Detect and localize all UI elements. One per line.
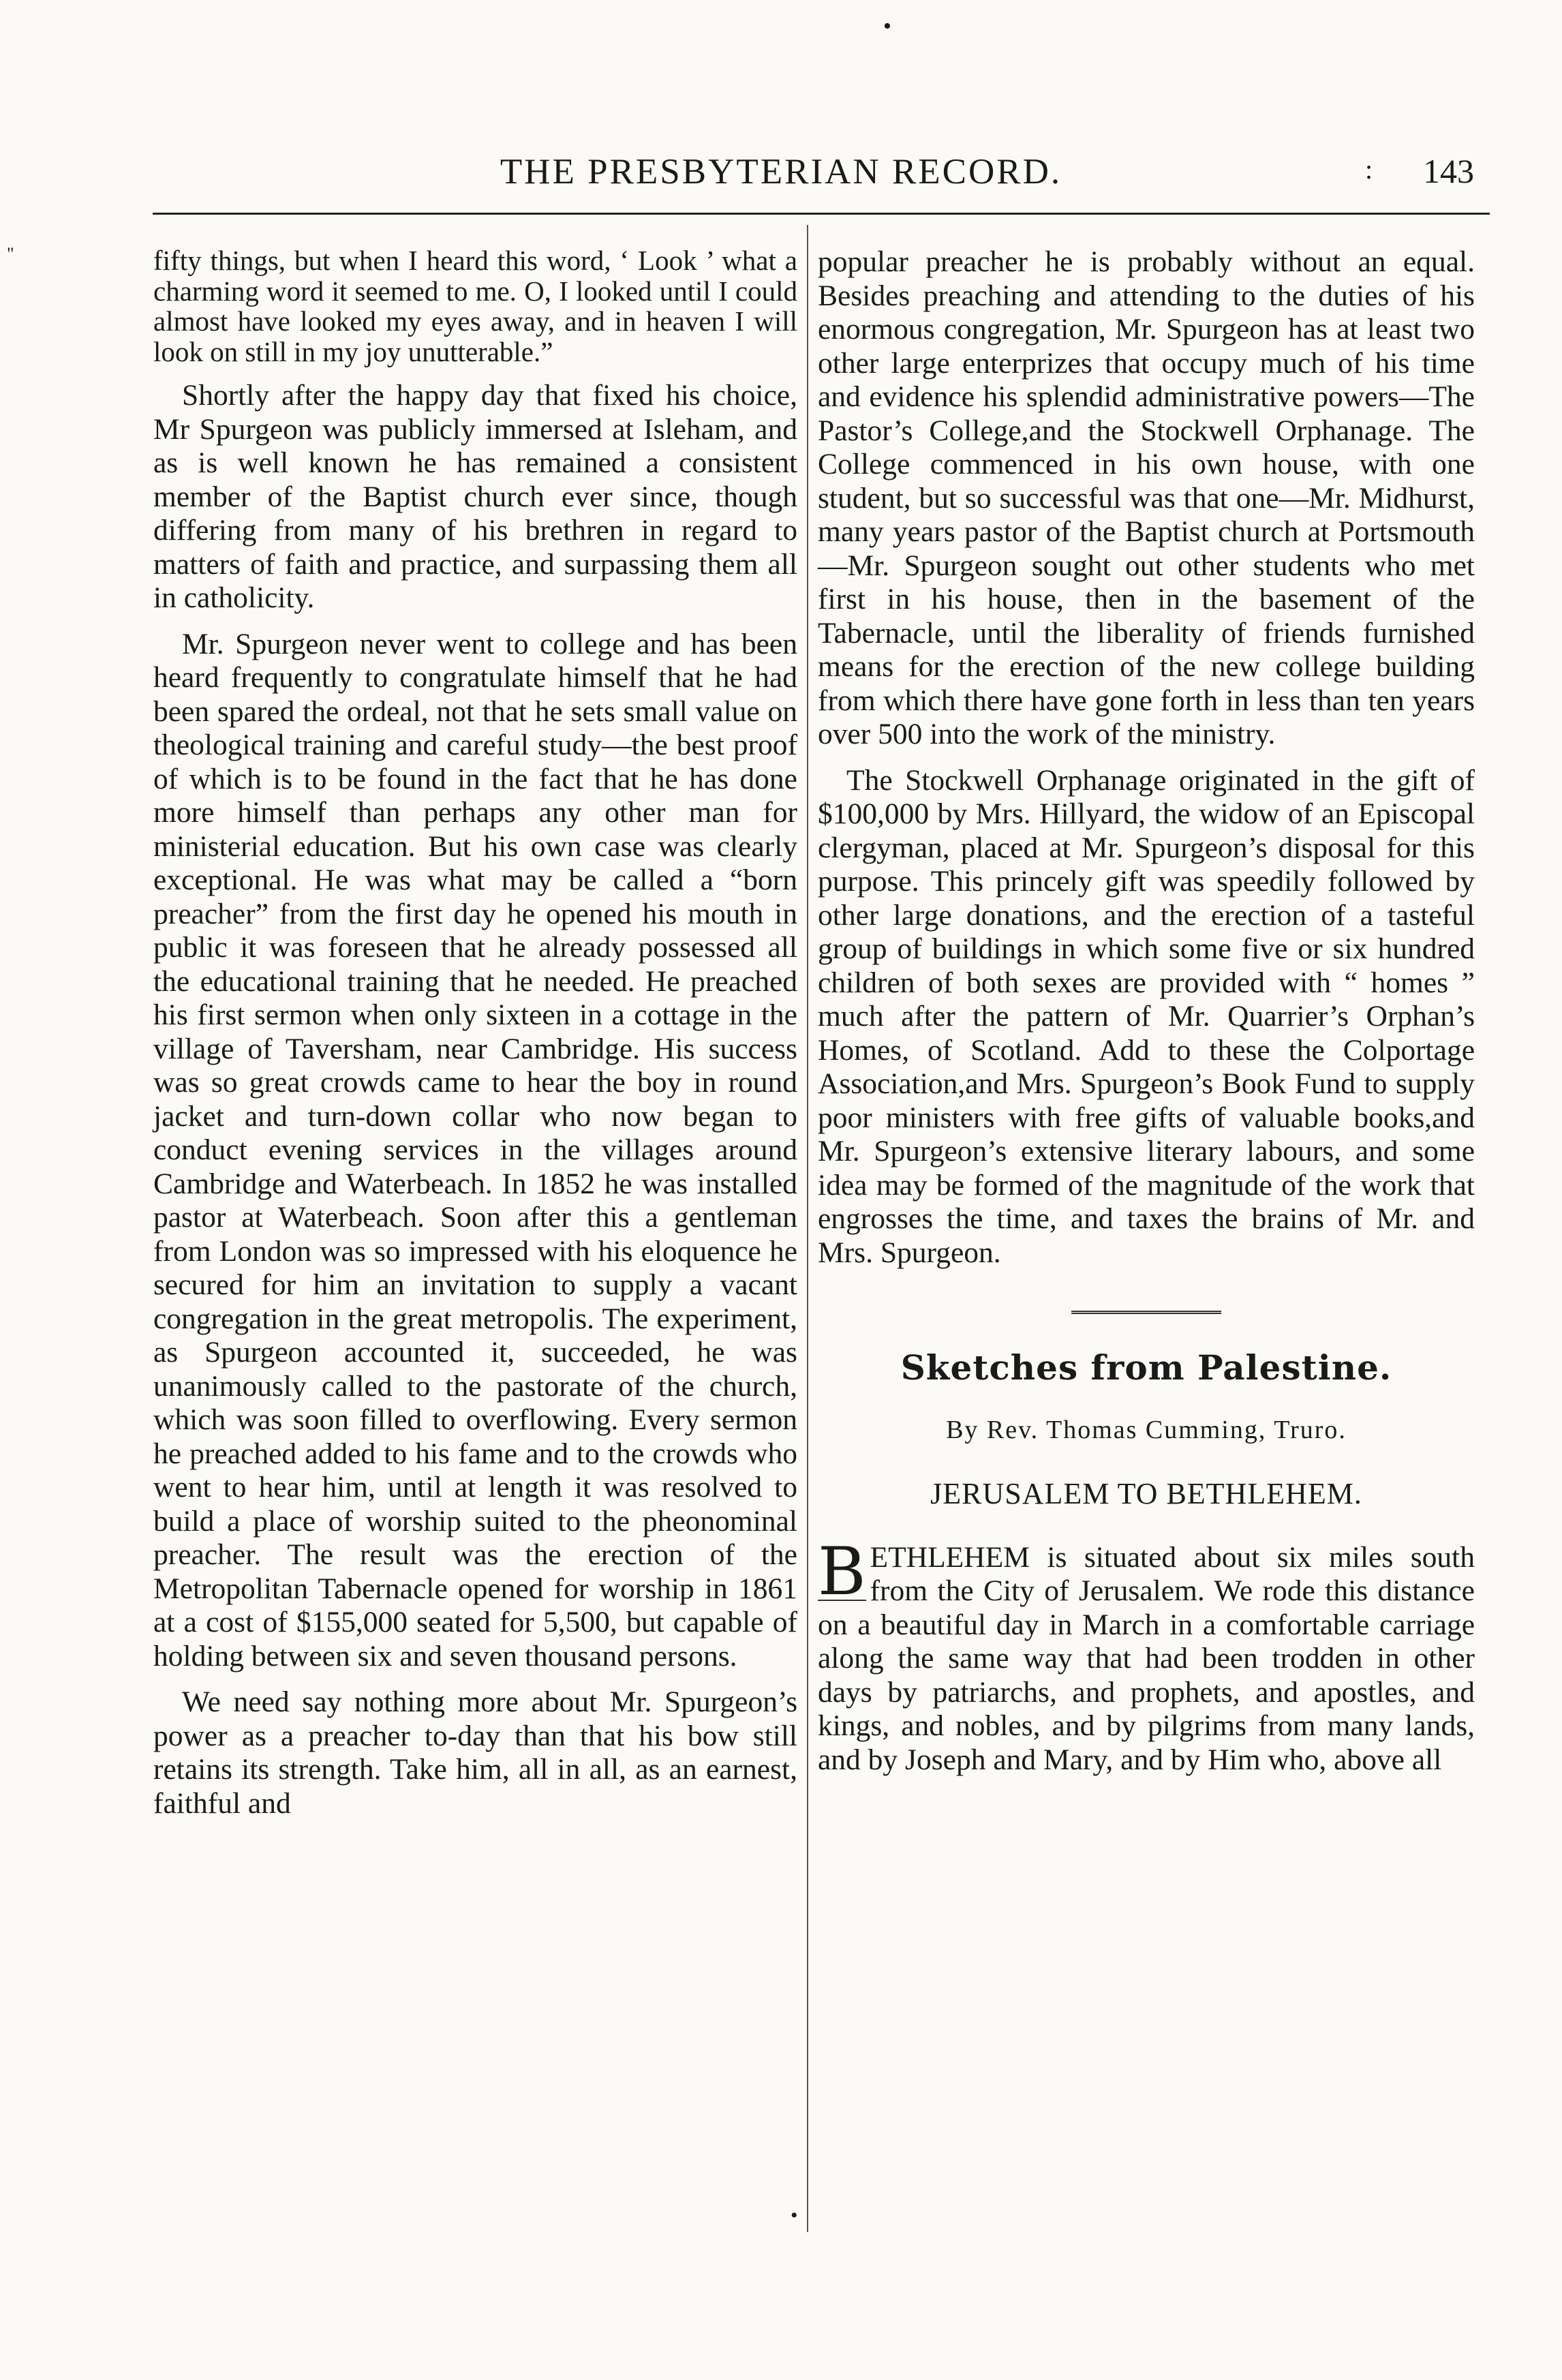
paragraph-bethlehem-text: ETHLEHEM is situated about six miles south from the City of Jerusalem. We rode this distance on a beautiful day in March in a comfortable carriage along the same way that had been trodden in other days by patriarchs, and prophets, and apostles, and kings, and nobles, and by pilgrims from many lands, and by Joseph and Mary, and by Him who, above all <box>818 1540 1475 1776</box>
paragraph-enterprises: popular preacher he is probably without an equal. Besides preaching and attending to the duties of his enormous congregation, Mr. Spurgeon has at least two other large enterprizes that occupy much of his time and evidence his splendid administrative powers—The Pastor’s College,and the Stockwell Orphanage. The College commenced in his own house, with one student, but so successful was that one—Mr. Midhurst, many years pastor of the Baptist church at Portsmouth—Mr. Spurgeon sought out other students who met first in his house, then in the basement of the Tabernacle, until the liberality of friends furnished means for the erection of the new college building from which there have gone forth in less than ten years over 500 into the work of the ministry. <box>818 245 1475 750</box>
section-title: Sketches from Palestine. <box>900 1347 1392 1388</box>
stray-ink-mark-bottom: • <box>791 2204 798 2227</box>
header-rule <box>153 213 1490 215</box>
running-header-title: THE PRESBYTERIAN RECORD. <box>500 152 1062 192</box>
byline: By Rev. Thomas Cumming, Truro. <box>946 1415 1347 1444</box>
section-divider <box>1071 1311 1221 1314</box>
left-column <box>153 245 797 1820</box>
paragraph-college: Mr. Spurgeon never went to college and has been heard frequently to congratulate himself that he had been spared the ordeal, not that he sets small value on theological training and careful study—the best proof of which is to be found in the fact that he has done more himself than perhaps any other man for ministerial education. But his own case was clearly exceptional. He was what may be called a “born preacher” from the first day he opened his mouth in public it was foreseen that he already possessed all the educational training that he needed. He preached his first sermon when only sixteen in a cottage in the village of Taversham, near Cambridge. His success was so great crowds came to hear the boy in round jacket and turn-down collar who now began to conduct evening services in the villages around Cambridge and Waterbeach. In 1852 he was installed pastor at Waterbeach. Soon after this a gentleman from London was so impressed with his eloquence he secured for him an invitation to supply a vacant congregation in the great metropolis. The experiment, as Spurgeon accounted it, succeeded, he was unanimously called to the pastorate of the church, which was soon filled to overflowing. Every sermon he preached added to his fame and to the crowds who went to hear him, until at length it was resolved to build a place of worship suited to the pheonominal preacher. The result was the erection of the Metropolitan Tabernacle opened for worship in 1861 at a cost of $155,000 seated for 5,500, but capable of holding between six and seven thousand persons. <box>153 627 797 1673</box>
header-mark: : <box>1365 154 1373 185</box>
paragraph-bethlehem <box>818 1533 1475 1778</box>
drop-cap-letter: B <box>818 1533 866 1610</box>
column-divider <box>807 225 808 2232</box>
paragraph-orphanage: The Stockwell Orphanage originated in the gift of $100,000 by Mrs. Hillyard, the widow of an Episcopal clergyman, placed at Mr. Spurgeon’s disposal for this purpose. This princely gift was speedily followed by other large donations, and the erection of a tasteful group of buildings in which some five or six hundred children of both sexes are provided with “ homes ” much after the pattern of Mr. Quarrier’s Orphan’s Homes, of Scotland. Add to these the Colportage Association,and Mrs. Spurgeon’s Book Fund to supply poor ministers with free gifts of valuable books,and Mr. Spurgeon’s extensive literary labours, and some idea may be formed of the magnitude of the work that engrosses the time, and taxes the brains of Mr. and Mrs. Spurgeon. <box>818 763 1475 1269</box>
page-number: 143 <box>1423 152 1474 190</box>
right-column <box>818 245 1475 1777</box>
paragraph-quote-end: fifty things, but when I heard this word, ‘ Look ’ what a charming word it seemed to me. O, I looked until I could almost have looked my eyes away, and in heaven I will look on still in my joy unutterable.” <box>153 245 797 367</box>
article-subheading: JERUSALEM TO BETHLEHEM. <box>930 1477 1362 1510</box>
paragraph-power: We need say nothing more about Mr. Spurgeon’s power as a preacher to-day than that his bow still retains its strength. Take him, all in all, as an earnest, faithful and <box>153 1685 797 1820</box>
stray-ink-mark: • <box>883 14 891 39</box>
paragraph-immersion: Shortly after the happy day that fixed his choice, Mr Spurgeon was publicly immersed at Isleham, and as is well known he has remained a consistent member of the Baptist church ever since, though differing from many of his brethren in regard to matters of faith and practice, and surpassing them all in catholicity. <box>153 379 797 614</box>
stray-margin-mark: " <box>7 244 14 264</box>
